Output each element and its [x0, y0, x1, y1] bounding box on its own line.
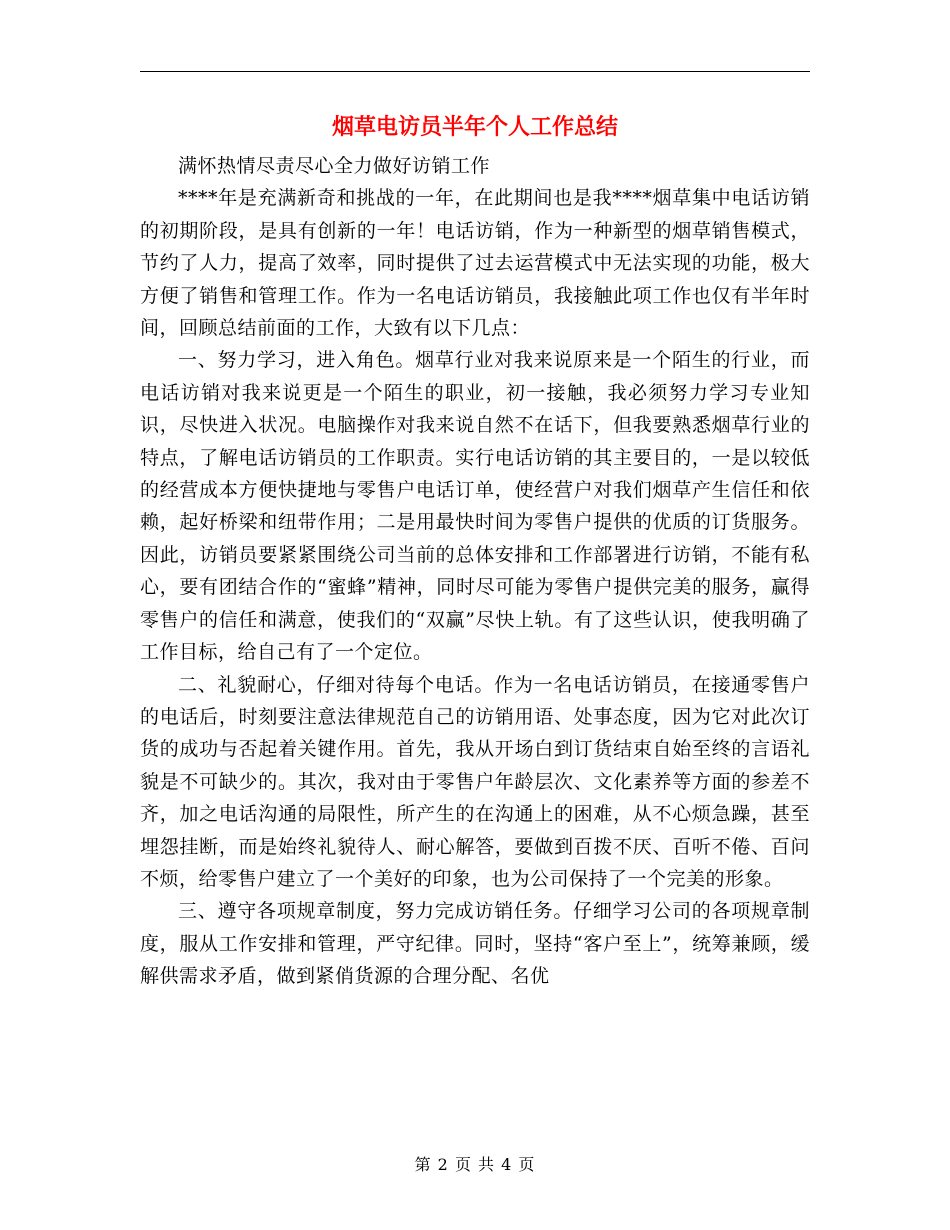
paragraph-section-1: 一、努力学习，进入角色。烟草行业对我来说原来是一个陌生的行业，而电话访销对我来说更是一个陌生的职业，初一接触，我必须努力学习专业知识，尽快进入状况。电脑操作对我来说自然不在话下，但我要熟悉烟草行业的特点，了解电话访销员的工作职责。实行电话访销的其主要目的，一是以较低的经营成本方便快捷地与零售户电话订单，使经营户对我们烟草产生信任和依赖，起好桥梁和纽带作用；二是用最快时间为零售户提供的优质的订货服务。因此，访销员要紧紧围绕公司当前的总体安排和工作部署进行访销，不能有私心，要有团结合作的“蜜蜂”精神，同时尽可能为零售户提供完美的服务，赢得零售户的信任和满意，使我们的“双赢”尽快上轨。有了这些认识，使我明确了工作目标，给自己有了一个定位。: [140, 349, 810, 664]
page-footer: [0, 1154, 950, 1176]
paragraph-subtitle: 满怀热情尽责尽心全力做好访销工作: [178, 155, 491, 177]
paragraph-intro: ****年是充满新奇和挑战的一年，在此期间也是我****烟草集中电话访销的初期阶段，是具有创新的一年！电话访销，作为一种新型的烟草销售模式，节约了人力，提高了效率，同时提供了过去运营模式中无法实现的功能，极大方便了销售和管理工作。作为一名电话访销员，我接触此项工作也仅有半年时间，回顾总结前面的工作，大致有以下几点：: [140, 187, 810, 340]
page-number: 第 2 页 共 4 页: [414, 1155, 536, 1174]
paragraph-section-3: 三、遵守各项规章制度，努力完成访销任务。仔细学习公司的各项规章制度，服从工作安排和管理，严守纪律。同时，坚持“客户至上”，统筹兼顾，缓解供需求矛盾，做到紧俏货源的合理分配、名优: [140, 900, 810, 988]
paragraph-section-2: 二、礼貌耐心，仔细对待每个电话。作为一名电话访销员，在接通零售户的电话后，时刻要注意法律规范自己的访销用语、处事态度，因为它对此次订货的成功与否起着关键作用。首先，我从开场白到订货结束自始至终的言语礼貌是不可缺少的。其次，我对由于零售户年龄层次、文化素养等方面的参差不齐，加之电话沟通的局限性，所产生的在沟通上的困难，从不心烦急躁，甚至埋怨挂断，而是始终礼貌待人、耐心解答，要做到百拨不厌、百听不倦、百问不烦，给零售户建立了一个美好的印象，也为公司保持了一个完美的形象。: [140, 673, 810, 890]
header-rule: [140, 71, 810, 72]
document-body: [140, 150, 810, 993]
document-title: 烟草电访员半年个人工作总结: [331, 114, 618, 140]
